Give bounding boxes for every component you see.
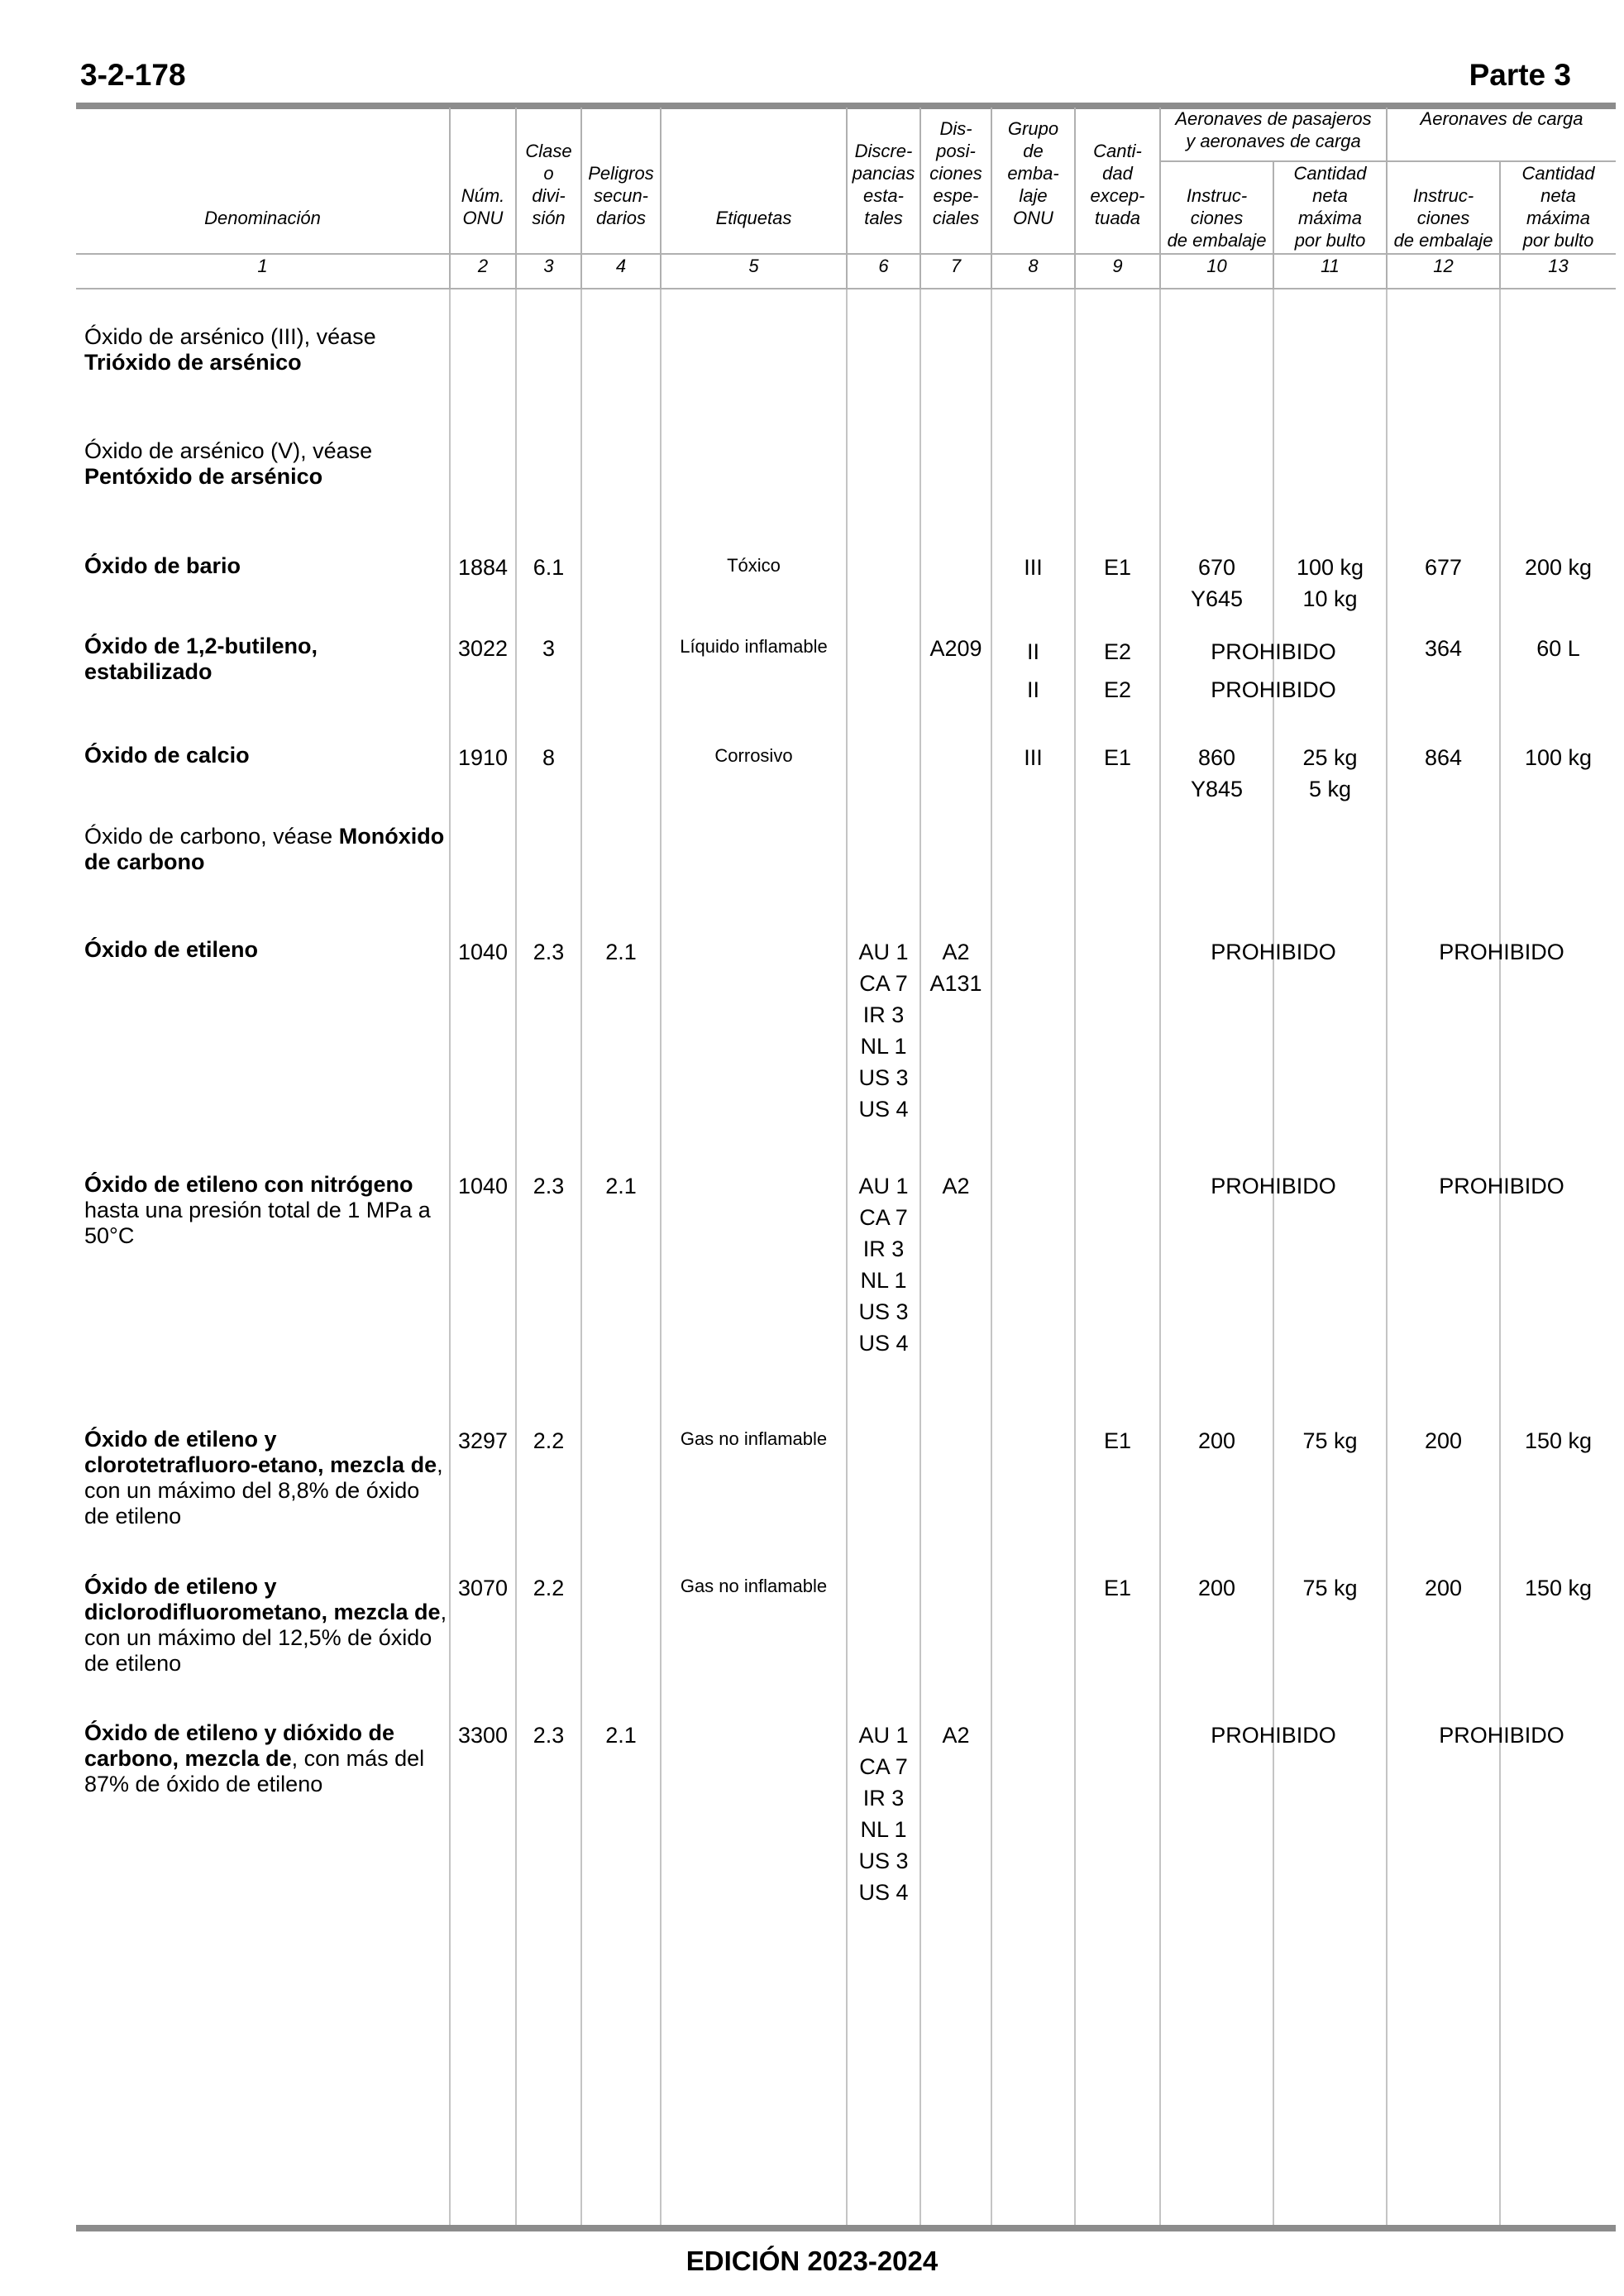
colnum-6: 6 (878, 256, 889, 276)
colnum-8: 8 (1028, 256, 1039, 276)
qty-cargo: 150 kg (1524, 1576, 1593, 1600)
col-disposiciones-header: Dis- posi- ciones espe- ciales (929, 118, 982, 228)
table-row (84, 324, 448, 375)
colnum-12: 12 (1433, 256, 1454, 276)
row-name-bold: Trióxido de arsénico (84, 350, 302, 375)
row-name-bold: Óxido de etileno (84, 937, 259, 962)
class: 8 (542, 745, 556, 770)
special-provisions: A2 (942, 1174, 970, 1198)
col-etiquetas-header: Etiquetas (715, 208, 792, 228)
label: Líquido inflamable (680, 636, 828, 657)
packing-group: II II (1026, 639, 1039, 702)
colnum-9: 9 (1112, 256, 1123, 276)
row-name: Óxido de arsénico (V), véase (84, 438, 373, 463)
state-variations: AU 1 CA 7 IR 3 NL 1 US 3 US 4 (858, 940, 909, 1122)
excepted-qty: E1 (1103, 555, 1132, 580)
row-name: , con un máximo del 12,5% de óxido de etileno (84, 1600, 447, 1676)
part-title: Parte 3 (1469, 58, 1571, 92)
row-name-bold: Óxido de bario (84, 553, 241, 578)
label: Gas no inflamable (680, 1576, 828, 1596)
subsidiary-hazard: 2.1 (605, 1723, 637, 1748)
subsidiary-hazard: 2.1 (605, 940, 637, 964)
colnum-1: 1 (257, 256, 268, 276)
page-number: 3-2-178 (80, 58, 186, 92)
passenger-prohibited: PROHIBIDO (1211, 940, 1336, 964)
un-number: 1040 (457, 940, 509, 964)
un-number: 1910 (457, 745, 509, 770)
group-carga-header: Aeronaves de carga (1420, 108, 1583, 129)
label: Tóxico (727, 555, 781, 576)
table-row (84, 438, 448, 490)
colnum-3: 3 (543, 256, 554, 276)
col-discrepancias-header: Discre- pancias esta- tales (852, 141, 915, 228)
pi-cargo: 200 (1424, 1576, 1463, 1600)
class: 3 (542, 636, 556, 661)
col-peligros-header: Peligros secun- darios (588, 163, 654, 228)
packing-group: III (1024, 745, 1043, 770)
class: 2.3 (533, 940, 565, 964)
colnum-5: 5 (748, 256, 759, 276)
un-number: 3070 (457, 1576, 509, 1600)
row-name: Óxido de carbono, véase (84, 824, 333, 849)
label: Corrosivo (714, 745, 793, 766)
row-name-bold: Óxido de etileno y clorotetrafluoro-etano, mezcla de (84, 1427, 437, 1477)
colnum-2: 2 (477, 256, 489, 276)
state-variations: AU 1 CA 7 IR 3 NL 1 US 3 US 4 (858, 1174, 909, 1356)
row-name-bold: Monóxido de carbono (84, 824, 445, 874)
pi-cargo: 677 (1424, 555, 1463, 580)
class: 2.3 (533, 1174, 565, 1198)
qty-cargo: 200 kg (1524, 555, 1593, 580)
un-number: 3300 (457, 1723, 509, 1748)
row-name-bold: Óxido de etileno con nitrógeno (84, 1172, 413, 1197)
un-number: 3297 (457, 1428, 509, 1453)
excepted-qty: E1 (1103, 745, 1132, 770)
class: 2.2 (533, 1576, 565, 1600)
col-cantidad-pass-header: Cantidad neta máxima por bulto (1293, 163, 1367, 251)
row-name: , con un máximo del 8,8% de óxido de etileno (84, 1452, 443, 1528)
qty-passenger: 75 kg (1302, 1428, 1358, 1453)
cargo-prohibited: PROHIBIDO (1439, 1723, 1564, 1748)
group-pasajeros-header: Aeronaves de pasajeros y aeronaves de carga (1175, 108, 1372, 151)
colnum-7: 7 (950, 256, 962, 276)
col-num-onu-header: Núm. ONU (461, 185, 505, 228)
qty-passenger: 25 kg 5 kg (1302, 745, 1358, 801)
pi-cargo: 200 (1424, 1428, 1463, 1453)
passenger-prohibited: PROHIBIDO (1211, 1723, 1336, 1748)
packing-group: III (1024, 555, 1043, 580)
pi-cargo: 364 (1424, 636, 1463, 661)
cargo-prohibited: PROHIBIDO (1439, 1174, 1564, 1198)
pi-passenger: 670 Y645 (1190, 555, 1244, 611)
edition-footer: EDICIÓN 2023-2024 (685, 2246, 939, 2276)
colnum-13: 13 (1548, 256, 1569, 276)
col-instrucciones-pass-header: Instruc- ciones de embalaje (1167, 185, 1267, 251)
row-name-bold: Óxido de etileno y dióxido de carbono, mezcla de (84, 1720, 395, 1771)
col-denominacion-header: Denominación (204, 208, 321, 228)
bottom-rule (76, 2225, 1616, 2231)
row-name: Óxido de arsénico (III), véase (84, 324, 376, 349)
excepted-qty: E2 E2 (1103, 639, 1132, 702)
colnum-4: 4 (615, 256, 627, 276)
row-name-bold: Óxido de 1,2-butileno, estabilizado (84, 634, 318, 684)
qty-cargo: 100 kg (1524, 745, 1593, 770)
qty-passenger: 100 kg 10 kg (1296, 555, 1364, 611)
row-name: , con más del 87% de óxido de etileno (84, 1746, 425, 1796)
cargo-prohibited: PROHIBIDO (1439, 940, 1564, 964)
label: Gas no inflamable (680, 1428, 828, 1449)
passenger-prohibited: PROHIBIDO (1211, 1174, 1336, 1198)
pi-passenger: 200 (1197, 1576, 1236, 1600)
un-number: 3022 (457, 636, 509, 661)
colnum-10: 10 (1206, 256, 1227, 276)
qty-cargo: 150 kg (1524, 1428, 1593, 1453)
table-row (84, 824, 448, 875)
un-number: 1884 (457, 555, 509, 580)
qty-cargo: 60 L (1536, 636, 1580, 661)
col-clase-header: Clase o divi- sión (525, 141, 572, 228)
class: 2.2 (533, 1428, 565, 1453)
special-provisions: A209 (929, 636, 982, 661)
state-variations: AU 1 CA 7 IR 3 NL 1 US 3 US 4 (858, 1723, 909, 1905)
col-grupo-header: Grupo de emba- laje ONU (1007, 118, 1059, 228)
pi-passenger: 200 (1197, 1428, 1236, 1453)
col-cantidad-cargo-header: Cantidad neta máxima por bulto (1521, 163, 1595, 251)
un-number: 1040 (457, 1174, 509, 1198)
excepted-qty: E1 (1103, 1428, 1132, 1453)
col-cantidad-exceptuada-header: Canti- dad excep- tuada (1090, 141, 1145, 228)
colnum-11: 11 (1321, 256, 1340, 276)
class: 6.1 (533, 555, 565, 580)
passenger-prohibited: PROHIBIDO PROHIBIDO (1211, 639, 1336, 702)
row-name-bold: Óxido de etileno y diclorodifluorometano, mezcla de (84, 1574, 441, 1624)
special-provisions: A2 A131 (929, 940, 982, 996)
row-name: hasta una presión total de 1 MPa a 50°C (84, 1198, 431, 1248)
pi-cargo: 864 (1424, 745, 1463, 770)
qty-passenger: 75 kg (1302, 1576, 1358, 1600)
col-instrucciones-cargo-header: Instruc- ciones de embalaje (1393, 185, 1493, 251)
class: 2.3 (533, 1723, 565, 1748)
special-provisions: A2 (942, 1723, 970, 1748)
subsidiary-hazard: 2.1 (605, 1174, 637, 1198)
row-name-bold: Pentóxido de arsénico (84, 464, 323, 489)
excepted-qty: E1 (1103, 1576, 1132, 1600)
pi-passenger: 860 Y845 (1190, 745, 1244, 801)
row-name-bold: Óxido de calcio (84, 743, 250, 768)
